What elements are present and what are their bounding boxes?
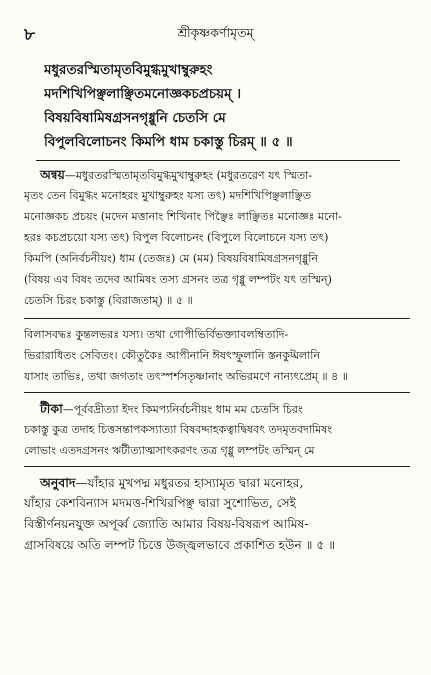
section-divider bbox=[24, 466, 410, 467]
tika-line: চকাস্তু কুত্র তদাহ চিত্তসন্তাপকস্যাত্যা বিষবদ্দাহকত্বাদ্বিষবৎ তদমৃতবদামিষং bbox=[24, 423, 332, 436]
verse-line: মদশিখিপিঞ্ছলাঞ্ছিতমনোজ্ঞকচপ্রচয়ম্ । bbox=[44, 86, 242, 102]
section-divider bbox=[24, 318, 410, 319]
commentary-line: যাসাং তাভিঃ, তথা জগতাং তৎস্পর্শসতৃষ্ণানাং অভিরমণে নান্যৎপ্রেম্ ॥ ৪ ॥ bbox=[24, 370, 348, 383]
anvaya-line: মনোজ্ঞকচ প্রচয়ং (মদেন মত্তানাং শিখিনাং পিঞ্ছৈঃ লাঞ্ছিতঃ মনোজ্ঞঃ মনো- bbox=[24, 210, 342, 223]
anvaya-line: কিমপি (অনির্বচনীয়ং) ধাম (তেজঃ) মে (মম) বিষয়বিষামিষগ্রসনগৃধ্নুনি bbox=[24, 252, 318, 265]
anvaya-line: মৃতং তেন বিমুগ্ধং মনোহরং মুখাম্বুরুহং যস্য তৎ) মদশিখিপিঞ্ছলাঞ্ছিত bbox=[24, 189, 312, 202]
anubad-line: যাঁহার কেশবিন্যাস মদমত্ত-শিখিরপিঞ্ছ দ্বারা সুশোভিত, সেই bbox=[24, 496, 297, 510]
anvaya-line: অন্বয়—মধুরতরস্মিতামৃতবিমুগ্ধমুখাম্বুরুহং (মধুরতরেণ যৎ স্মিতা- bbox=[40, 167, 313, 182]
anubad-label: অনুবাদ bbox=[40, 475, 76, 490]
tika-line: টীকা—পূর্ববদ্রীত্যা ইদং কিমপ্যনির্বচনীয়ং ধাম মম চেতসি চিরং bbox=[40, 401, 303, 416]
tika-line: লোভাং এতদগ্রসনং ঋটীত্যাত্মসাৎকরণং তত্র গৃধ্নু লম্পটং তস্মিন্ মে bbox=[24, 444, 315, 457]
anubad-line: বিস্তীর্ণনয়নযুক্ত অপূর্ব্ব জ্যোতি আমার বিষয়-বিষরূপ আমিষ- bbox=[24, 517, 309, 531]
anvaya-line: চেতসি চিরং চকাস্তু (বিরাজতাম্) ॥ ৫ ॥ bbox=[24, 294, 193, 307]
commentary-line: বিলাসবদ্ধঃ কুন্তলভরঃ যস্য। তথা গোপীভির্বিভক্ত্যাবলম্বিতাদি- bbox=[24, 328, 289, 341]
anvaya-section bbox=[24, 164, 409, 311]
page-number: ৮ bbox=[24, 25, 36, 45]
commentary-line: ভিরারাধিতং সেবিতং। কৌতুকৈঃ আপীনানি ঈষৎস্ফুলানি স্তনকুট্মলানি bbox=[24, 349, 321, 362]
running-title: শ্রীকৃষ্ণকর্ণামৃতম্ bbox=[177, 25, 254, 40]
section-divider bbox=[24, 392, 410, 393]
anubad-line: অনুবাদ—যাঁহার মুখপদ্ম মধুরতর হাস্যামৃত দ্বারা মনোহর, bbox=[40, 475, 304, 490]
verse-block bbox=[44, 58, 414, 154]
anvaya-label: অন্বয় bbox=[40, 167, 65, 182]
page-header bbox=[0, 22, 431, 44]
tika-label: টীকা bbox=[40, 401, 63, 416]
verse-line: বিপুলবিলোচনং কিমপি ধাম চকাস্তু চিরম্ ॥ ৫ ॥ bbox=[44, 134, 293, 150]
verse-line: মধুরতরস্মিতামৃতবিমুগ্ধমুখাম্বুরুহং bbox=[44, 62, 213, 78]
tika-section bbox=[24, 398, 409, 461]
anvaya-line: হরঃ কচপ্রচয়ো যস্য তৎ) বিপুল বিলোচনং (বিপুলে বিলোচনে যস্য তৎ) bbox=[24, 231, 329, 244]
anvaya-line: (বিষয় এব বিষং তদেব আমিষং তস্য গ্রসনং তত্র গৃধ্নু লম্পটং যৎ তস্মিন্) bbox=[24, 273, 332, 286]
verse-divider bbox=[36, 160, 400, 161]
previous-commentary bbox=[24, 324, 409, 387]
verse-line: বিষয়বিষামিষগ্রসনগৃধ্নুনি চেতসি মে bbox=[44, 110, 226, 126]
anubad-section bbox=[24, 472, 409, 556]
anubad-line: গ্রাসবিষয়ে অতি লম্পট চিত্তে উজ্জ্বলভাবে প্রকাশিত হউন ॥ ৫ ॥ bbox=[24, 538, 336, 552]
